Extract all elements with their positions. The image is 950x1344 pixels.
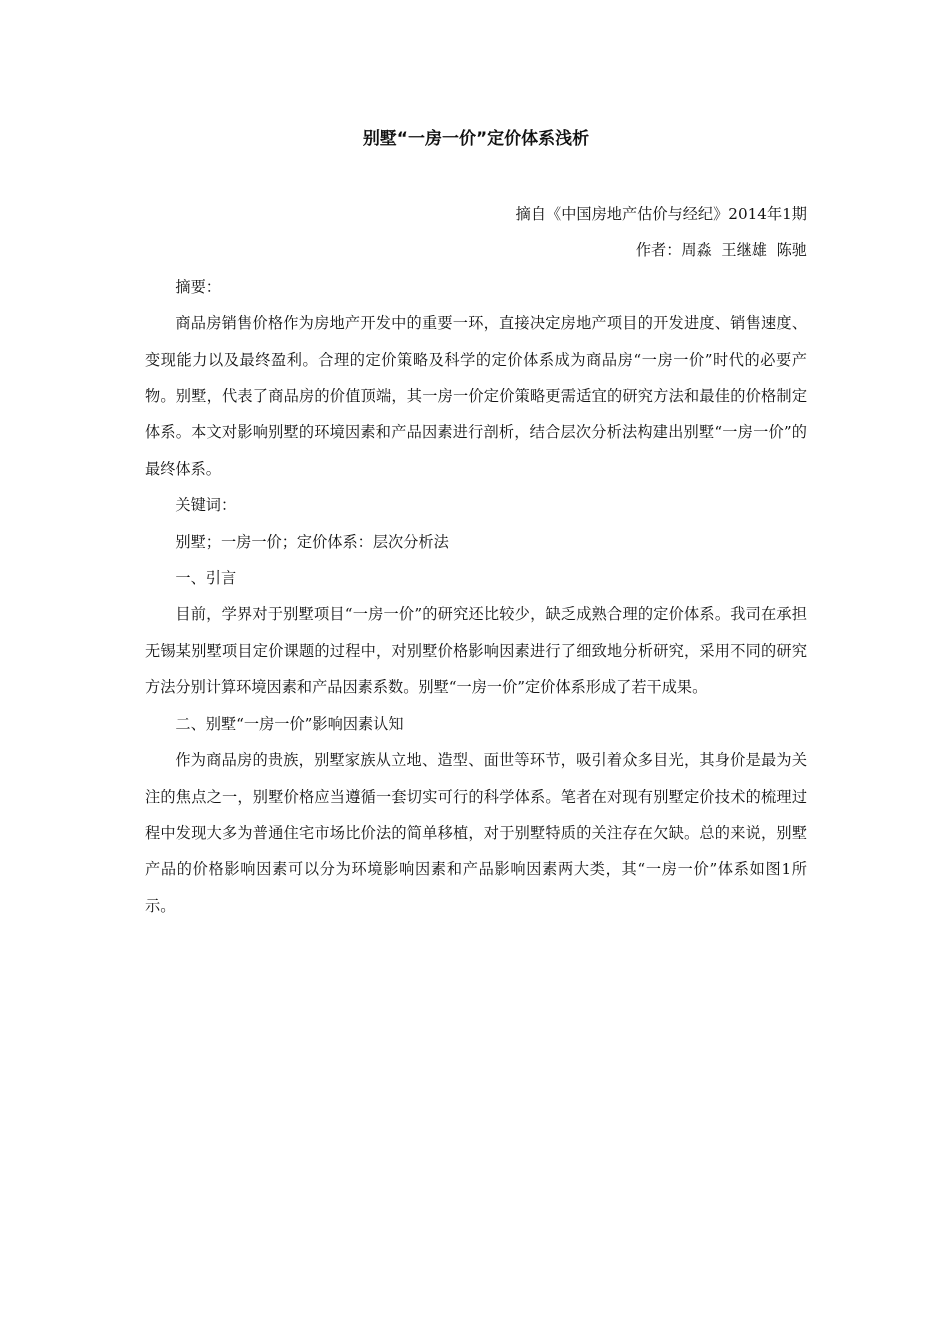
section-heading-factors: 二、别墅“一房一价”影响因素认知 — [175, 714, 404, 733]
authors-line: 作者：周淼 王继雄 陈驰 — [635, 241, 807, 260]
introduction-paragraph: 目前，学界对于别墅项目“一房一价”的研究还比较少，缺乏成熟合理的定价体系。我司在承担无锡某别墅项目定价课题的过程中，对别墅价格影响因素进行了细致地分析研究，采用不同的研究方法分别计算环境因素和产品因素系数。别墅“一房一价”定价体系形成了若干成果。 — [145, 605, 807, 697]
abstract-heading: 摘要： — [175, 277, 221, 296]
document-title: 别墅“一房一价”定价体系浅析 — [362, 129, 590, 149]
factors-paragraph: 作为商品房的贵族，别墅家族从立地、造型、面世等环节，吸引着众多目光，其身价是最为关注的焦点之一，别墅价格应当遵循一套切实可行的科学体系。笔者在对现有别墅定价技术的梳理过程中发现大多为普通住宅市场比价法的简单移植，对于别墅特质的关注存在欠缺。总的来说，别墅产品的价格影响因素可以分为环境影响因素和产品影响因素两大类，其“一房一价”体系如图1所示。 — [145, 751, 807, 915]
keywords-paragraph: 别墅；一房一价；定价体系：层次分析法 — [175, 532, 449, 551]
source-line: 摘自《中国房地产估价与经纪》2014年1期 — [515, 205, 807, 223]
abstract-paragraph: 商品房销售价格作为房地产开发中的重要一环，直接决定房地产项目的开发进度、销售速度、变现能力以及最终盈利。合理的定价策略及科学的定价体系成为商品房“一房一价”时代的必要产物。别墅，代表了商品房的价值顶端，其一房一价定价策略更需适宜的研究方法和最佳的价格制定体系。本文对影响别墅的环境因素和产品因素进行剖析，结合层次分析法构建出别墅“一房一价”的最终体系。 — [145, 314, 807, 478]
section-heading-introduction: 一、引言 — [175, 569, 237, 588]
document-body — [145, 124, 807, 924]
keywords-heading: 关键词： — [175, 496, 237, 515]
